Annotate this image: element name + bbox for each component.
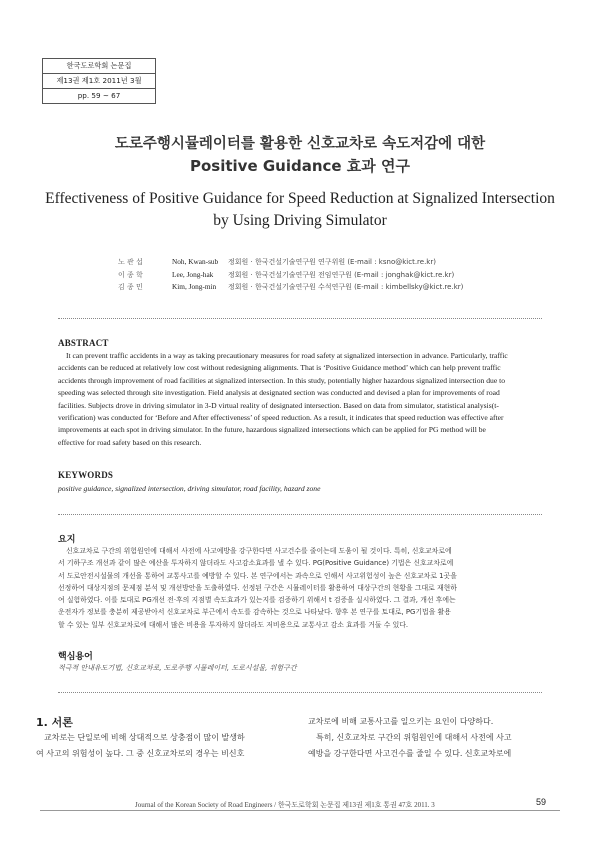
journal-volume: 제13권 제1호 2011년 3월 [43, 74, 155, 89]
intro-left-column [36, 730, 286, 762]
title-en-line1: Effectiveness of Positive Guidance for Speed Reduction at Signalized Intersection [45, 190, 555, 207]
abstract-line: verification) was conducted for ‘Before and After effectiveness’ of speed reduction. As a result, it indicates that speed reduction was effective after [58, 413, 504, 423]
abstract-line: It can prevent traffic accidents in a way as taking precautionary measures for road safety at signalized intersection in advance. Particularly, traffic [66, 351, 508, 360]
intro-line: 예방을 강구한다면 사고건수를 줄일 수 있다. 신호교차로에 [308, 749, 512, 758]
journal-info-box [42, 58, 156, 104]
keywords-ko-heading: 핵심용어 [58, 652, 93, 662]
author-affiliation: 정회원 · 한국건설기술연구원 수석연구원 (E-mail : kimbellsky@kict.re.kr) [228, 283, 464, 291]
abstract-line: improvements at each spot in driving simulator. In the future, hazardous signalized intersections which can be applied for PG method will be [58, 425, 486, 435]
author-name-en: Noh, Kwan-sub [172, 257, 219, 266]
summary-ko-line: 여 실험하였다. 이를 토대로 PG개선 전·후의 지점별 속도효과가 있는지를 검증하기 위해서 t 검증을 실시하였다. 그 결과, 개선 후에는 [58, 596, 456, 605]
title-ko-line2: Positive Guidance 효과 연구 [190, 157, 410, 175]
abstract-line: speeding was selected through site investigation. Field analysis at designated section was conducted and devised a plan for improvements of road [58, 388, 500, 398]
author-name-ko: 김 종 민 [118, 283, 143, 291]
keywords-ko-text: 적극적 안내유도기법, 신호교차로, 도로주행 시뮬레이터, 도로시설물, 위험구간 [58, 664, 297, 672]
abstract-heading: ABSTRACT [58, 338, 109, 348]
footer-journal: Journal of the Korean Society of Road Engineers / 한국도로학회 논문집 제13권 제1호 통권 47호 2011. 3 [135, 801, 435, 809]
intro-heading: 1. 서론 [36, 716, 73, 729]
summary-ko-body [58, 545, 544, 631]
author-name-en: Kim, Jong-min [172, 282, 217, 291]
author-affiliation: 정회원 · 한국건설기술연구원 전임연구원 (E-mail : jonghak@kict.re.kr) [228, 270, 455, 279]
intro-line: 여 사고의 위험성이 높다. 그 중 신호교차로의 경우는 비신호 [36, 749, 245, 758]
summary-ko-line: 운전자가 정보를 충분히 제공받아서 신호교차로 부근에서 속도를 감속하는 것으로 나타났다. 향후 본 연구를 토대로, PG기법을 활용 [58, 608, 451, 617]
abstract-line: facilities. Subjects drove in driving simulator in 3-D virtual reality of designated intersection. Based on data from simulator, statistical analysis(t- [58, 400, 499, 410]
intro-line: 특히, 신호교차로 구간의 위험원인에 대해서 사전에 사고 [316, 733, 512, 742]
intro-line: 교차로는 단일로에 비해 상대적으로 상충점이 많이 발생하 [44, 733, 245, 742]
summary-ko-line: 선정하여 대상지점의 문제점 분석 및 개선방안을 도출하였다. 선정된 구간은 시뮬레이터를 활용하여 대상구간의 현황을 그대로 재현하 [58, 583, 457, 592]
abstract-line: accidents through improvement of road facilities at signalized intersection. In this study, potentially higher hazardous signalized intersection due to [58, 375, 505, 385]
divider [58, 692, 542, 693]
divider [58, 514, 542, 515]
abstract-line: accidents can be reduced at relatively low cost without redesigning alignments. That is ‘Positive Guidance method’ which can help prevent traffic [58, 363, 501, 373]
author-name-ko: 노 관 섭 [118, 258, 143, 266]
author-affiliation: 정회원 · 한국건설기술연구원 연구위원 (E-mail : ksno@kict.re.kr) [228, 258, 436, 266]
intro-line: 교차로에 비해 교통사고를 일으키는 요인이 다양하다. [308, 717, 494, 726]
intro-right-column [308, 714, 560, 762]
keywords-text: positive guidance, signalized intersection, driving simulator, road facility, hazard zone [58, 484, 321, 493]
journal-name: 한국도로학회 논문집 [43, 59, 155, 74]
page-number: 59 [536, 797, 547, 807]
title-ko-line1: 도로주행시뮬레이터를 활용한 신호교차로 속도저감에 대한 [114, 136, 486, 152]
keywords-heading: KEYWORDS [58, 470, 114, 480]
journal-pages: pp. 59 ~ 67 [77, 91, 121, 100]
summary-ko-line: 서 기하구조 개선과 같이 많은 예산을 투자하지 않더라도 사고감소효과를 낼 수 있다. PG(Positive Guidance) 기법은 신호교차로에 [58, 559, 454, 568]
summary-ko-heading: 요지 [58, 535, 76, 545]
summary-ko-line: 서 도로안전시설물의 개선을 통하여 교통사고를 예방할 수 있다. 본 연구에서는 과속으로 인해서 사고위험성이 높은 신호교차로 1곳을 [58, 571, 457, 580]
footer-rule [40, 810, 560, 811]
summary-ko-line: 신호교차로 구간의 위험원인에 대해서 사전에 사고예방을 강구한다면 사고건수를 줄이는데 도움이 될 것이다. 특히, 신호교차로에 [66, 547, 452, 555]
summary-ko-line: 할 수 있는 일부 신호교차로에 대해서 많은 비용을 투자하지 않더라도 저비용으로 교통사고 감소 효과를 거둘 수 있다. [58, 620, 409, 629]
title-en-line2: by Using Driving Simulator [213, 212, 387, 229]
author-name-ko: 이 종 학 [118, 270, 143, 279]
abstract-body [58, 350, 544, 449]
divider [58, 318, 542, 319]
author-name-en: Lee, Jong-hak [172, 269, 214, 279]
abstract-line: effective for road safety based on this research. [58, 437, 202, 447]
